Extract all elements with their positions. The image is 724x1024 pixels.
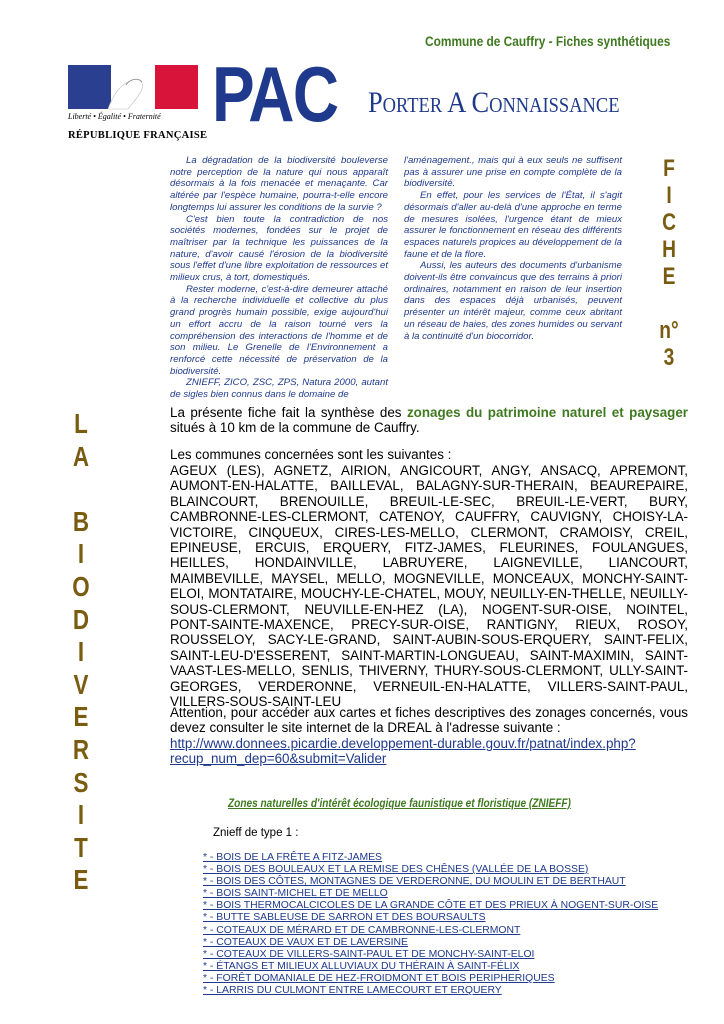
znieff-link[interactable]: * - COTEAUX DE VAUX ET DE LAVERSINE [203,936,408,948]
title-letter [69,473,93,506]
znieff-link[interactable]: * - ÉTANGS ET MILIEUX ALLUVIAUX DU THÉRAIN À SAINT-FÉLIX [203,960,520,972]
communes-list: AGEUX (LES), AGNETZ, AIRION, ANGICOURT, ANGY, ANSACQ, APREMONT, AUMONT-EN-HALATTE, BAILLEVAL, BALAGNY-SUR-THERAIN, BEAUREPAIRE, BLAINCOURT, BRENOUILLE, BREUIL-LE-SEC, BREUIL-LE-VERT, BURY, CAMBRONNE-LES-CLERMONT, CATENOY, CAUFFRY, CAUVIGNY, CHOISY-LA-VICTOIRE, CINQUEUX, CIRES-LES-MELLO, CLERMONT, CRAMOISY, CREIL, EPINEUSE, ERCUIS, ERQUERY, FITZ-JAMES, FLEURINES, FOULANGUES, HEILLES, HONDAINVILLE, LABRUYERE, LAIGNEVILLE, LIANCOURT, MAIMBEVILLE, MAYSEL, MELLO, MOGNEVILLE, MONCEAUX, MONCHY-SAINT-ELOI, MONTATAIRE, MOUCHY-LE-CHATEL, MOUY, NEUILLY-EN-THELLE, NEUILLY-SOUS-CLERMONT, NEUVILLE-EN-HEZ (LA), NOGENT-SUR-OISE, NOINTEL, PONT-SAINTE-MAXENCE, PRECY-SUR-OISE, RANTIGNY, RIEUX, ROSOY, ROUSSELOY, SACY-LE-GRAND, SAINT-AUBIN-SOUS-ERQUERY, SAINT-FELIX, SAINT-LEU-D'ESSERENT, SAINT-MARTIN-LONGUEAU, SAINT-MAXIMIN, SAINT-VAAST-LES-MELLO, SENLIS, THIVERNY, THURY-SOUS-CLERMONT, ULLY-SAINT-GEORGES, VERDERONNE, VERNEUIL-EN-HALATTE, VILLERS-SAINT-PAUL, VILLERS-SOUS-SAINT-LEU [170,463,688,710]
znieff-section-title: Zones naturelles d'intérêt écologique faunistique et floristique (ZNIEFF) [228,796,571,810]
intro-paragraph: C'est bien toute la contradiction de nos sociétés modernes, fondées sur le projet de maîtriser par la technique les puissances de la nature, d'avoir causé l'érosion de la biodiversité sous l'effet d'une libre exploitation de ressources et milieux crus, à tort, domestiqués. [170,213,388,284]
znieff-link[interactable]: * - BOIS DES CÔTES, MONTAGNES DE VERDERONNE, DU MOULIN ET DE BERTHAUT [203,876,626,888]
fiche-letter: 3 [663,344,675,371]
intro-paragraph: ZNIEFF, ZICO, ZSC, ZPS, Natura 2000, autant de sigles bien connus dans le domaine de [170,377,388,401]
biodiversite-vertical-title [69,408,93,897]
title-letter: S [73,766,89,798]
summary-prefix: La présente fiche fait la synthèse des [170,405,407,420]
summary-suffix: situés à 10 km de la commune de Cauffry. [170,420,420,436]
dreal-link-line2: recup_num_dep=60&submit=Valider [170,751,387,767]
intro-paragraph: La dégradation de la biodiversité bouleverse notre perception de la nature qui nous apparaît désormais à la fois menacée et menaçante. Car altérée par l'espèce humaine, pourra-t-elle encore longtemps lui assurer les conditions de la survie ? [170,155,388,213]
intro-paragraph: l'aménagement., mais qui à eux seuls ne suffisent pas à assurer une prise en compte complète de la biodiversité. [404,155,622,190]
fiche-letter: n° [659,317,679,344]
summary-highlight: zonages du patrimoine naturel et paysager [406,405,688,420]
znieff-link[interactable]: * - FORÊT DOMANIALE DE HEZ-FROIDMONT ET BOIS PERIPHERIQUES [203,972,555,984]
title-letter: D [72,603,90,635]
title-letter: E [73,701,89,733]
fiche-letter: E [662,263,676,290]
title-letter: I [77,636,85,668]
title-letter: O [72,570,90,602]
title-letter: E [73,864,89,896]
znieff-list [203,852,703,997]
fiche-letter: I [666,182,672,209]
intro-paragraph: Rester moderne, c'est-à-dire demeurer attaché à la recherche individuelle et collective du plus grand progrès humain possible, exige aujourd'hui un effort accru de la raison tourné vers la compréhension des interactions de l'homme et de son milieu. Le Grenelle de l'Environnement a renforcé cette nécessité de préservation de la biodiversité. [170,283,388,377]
znieff-link[interactable]: * - BUTTE SABLEUSE DE SARRON ET DES BOURSAULTS [203,912,486,924]
logo-republic: RÉPUBLIQUE FRANÇAISE [68,130,208,141]
fiche-letter: H [662,236,676,263]
intro-paragraph: Aussi, les auteurs des documents d'urbanisme doivent-ils être convaincus que des terrains à priori ordinaires, notamment en raison de leur insertion dans des espaces déjà urbanisés, peuvent présenter un intérêt majeur, comme ceux abritant un réseau de haies, des zones humides ou servant à la continuité d'un biocorridor. [404,260,622,342]
pac-subtitle: Porter A Connaissance [368,86,620,119]
page-header-title: Commune de Cauffry - Fiches synthétiques [425,33,671,49]
znieff-link[interactable]: * - BOIS DE LA FRÊTE A FITZ-JAMES [203,852,382,863]
fiche-letter: C [662,209,676,236]
communes-intro: Les communes concernées sont les suivantes : [170,447,452,462]
intro-column-left [170,155,388,401]
znieff-link[interactable]: * - COTEAUX DE VILLERS-SAINT-PAUL ET DE MONCHY-SAINT-ELOI [203,948,535,960]
title-letter: A [72,440,90,472]
dreal-link[interactable] [170,736,688,767]
znieff-link[interactable]: * - COTEAUX DE MÉRARD ET DE CAMBRONNE-LES-CLERMONT [203,924,521,936]
intro-column-right [404,155,622,342]
znieff-link[interactable]: * - BOIS SAINT-MICHEL ET DE MELLO [203,888,388,900]
znieff-link[interactable]: * - BOIS THERMOCALCICOLES DE LA GRANDE CÔTE ET DES PRIEUX À NOGENT-SUR-OISE [203,900,659,912]
attention-paragraph: Attention, pour accéder aux cartes et fiches descriptives des zonages concernés, vous devez consulter le site internet de la DREAL à l'adresse suivante : [170,705,688,736]
znieff-type-label: Znieff de type 1 : [213,827,299,839]
title-letter: T [74,831,88,863]
dreal-link-line1: http://www.donnees.picardie.developpement-durable.gouv.fr/patnat/index.php? [170,736,636,751]
logo-motto: Liberté • Égalité • Fraternité [68,112,161,121]
title-letter: L [74,408,88,439]
fiche-number-vertical [657,155,681,371]
intro-paragraph: En effet, pour les services de l'État, il s'agit désormais d'aller au-delà d'une approche en terme de mesures isolées, l'urgence étant de mieux assurer le fonctionnement en réseau des différents espaces naturels propices au développement de la faune et de la flore. [404,190,622,260]
znieff-link[interactable]: * - LARRIS DU CULMONT ENTRE LAMECOURT ET ERQUERY [203,985,502,997]
fiche-letter: F [663,155,675,182]
tricolor-flag-icon [68,65,198,115]
title-letter: I [77,799,85,831]
pac-acronym: PAC [212,50,338,138]
summary-paragraph [170,405,688,436]
fiche-letter [657,290,681,317]
title-letter: V [73,668,89,700]
title-letter: R [72,733,90,765]
znieff-link[interactable]: * - BOIS DES BOULEAUX ET LA REMISE DES CHÊNES (VALLÉE DE LA BOSSE) [203,864,589,876]
title-letter: I [77,538,85,570]
title-letter: B [72,505,90,537]
